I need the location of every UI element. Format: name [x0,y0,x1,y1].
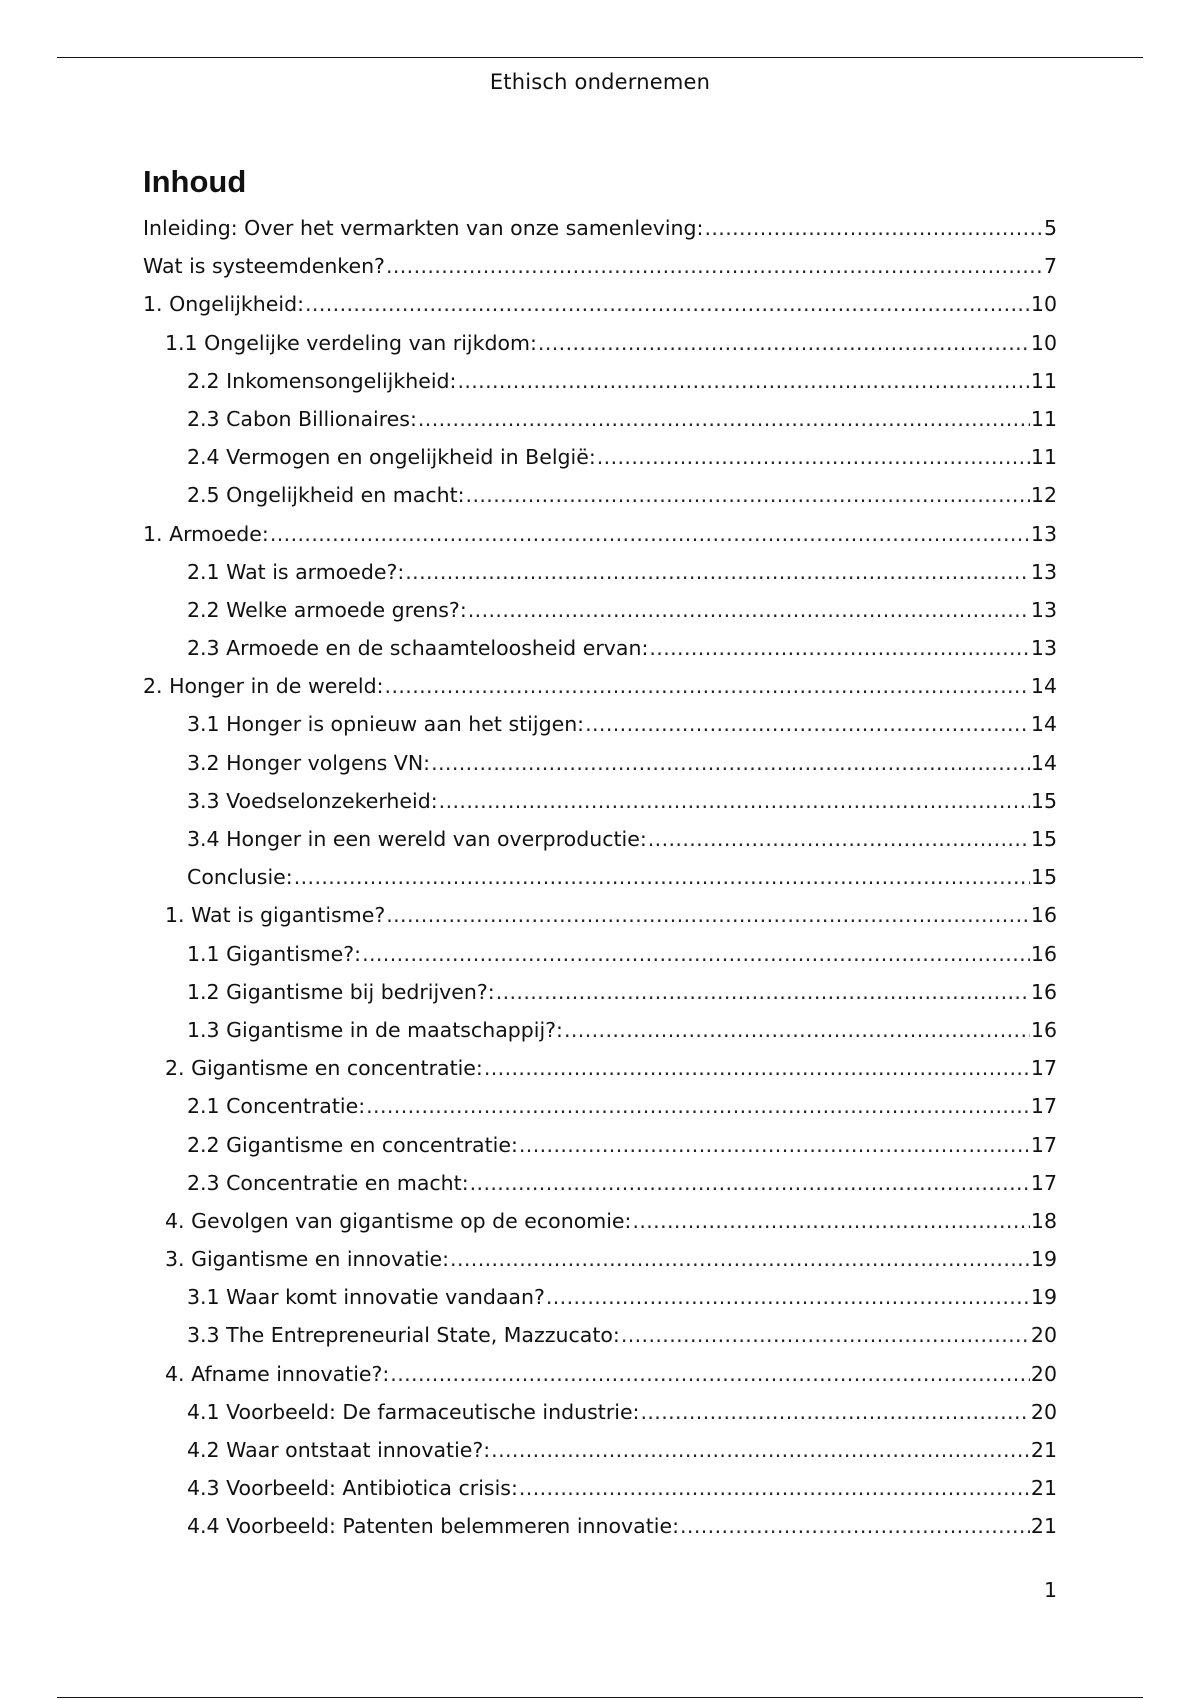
toc-entry-page: 13 [1030,597,1057,622]
toc-dot-leader [491,1438,1030,1462]
toc-entry[interactable] [143,445,1057,483]
toc-entry-page: 16 [1030,903,1057,928]
toc-dot-leader [390,1362,1030,1386]
toc-entry-page: 21 [1030,1438,1057,1462]
toc-entry[interactable] [143,751,1057,789]
toc-dot-leader [405,560,1030,584]
toc-dot-leader [294,865,1030,889]
toc-entry[interactable] [143,1514,1057,1552]
toc-dot-leader [439,789,1030,813]
header-rule [57,57,1143,58]
toc-entry-page: 16 [1030,979,1057,1004]
toc-dot-leader [564,1018,1030,1042]
toc-entry[interactable] [143,560,1057,598]
toc-entry[interactable] [143,407,1057,445]
toc-entry-label: 1.2 Gigantisme bij bedrijven?: [187,979,495,1004]
toc-entry-label: Wat is systeemdenken? [143,254,385,279]
toc-dot-leader [519,1476,1030,1500]
toc-entry-label: Conclusie: [187,865,293,890]
toc-entry[interactable] [143,1285,1057,1323]
toc-entry[interactable] [143,1362,1057,1400]
toc-entry-page: 15 [1030,788,1057,813]
toc-entry-page: 20 [1030,1323,1057,1348]
toc-entry-label: 4.1 Voorbeeld: De farmaceutische industrie: [187,1399,640,1424]
toc-entry-page: 14 [1030,712,1057,737]
toc-entry-page: 13 [1030,521,1057,546]
toc-entry[interactable] [143,903,1057,941]
toc-entry-label: 4.3 Voorbeeld: Antibiotica crisis: [187,1476,518,1501]
toc-dot-leader [418,407,1030,431]
toc-entry-label: 2.1 Wat is armoede?: [187,559,405,584]
toc-dot-leader [362,942,1030,966]
toc-entry[interactable] [143,712,1057,750]
toc-entry-page: 11 [1030,445,1057,470]
toc-dot-leader [649,636,1030,660]
toc-entry-page: 21 [1030,1514,1057,1539]
toc-entry-label: 3.2 Honger volgens VN: [187,750,431,775]
toc-dot-leader [538,331,1030,355]
toc-entry[interactable] [143,827,1057,865]
toc-dot-leader [546,1285,1030,1309]
toc-entry-label: 4.2 Waar ontstaat innovatie?: [187,1438,491,1462]
toc-entry-label: 2.2 Welke armoede grens?: [187,597,467,622]
toc-entry-page: 12 [1030,483,1057,508]
toc-dot-leader [496,980,1030,1004]
toc-entry[interactable] [143,1018,1057,1056]
toc-entry-page: 13 [1030,559,1057,584]
toc-entry[interactable] [143,369,1057,407]
toc-entry-page: 20 [1030,1361,1057,1386]
toc-entry-label: 1.1 Ongelijke verdeling van rijkdom: [165,330,537,355]
toc-entry-label: 3.4 Honger in een wereld van overproductie: [187,827,647,851]
toc-dot-leader [450,1247,1030,1271]
toc-entry[interactable] [143,1133,1057,1171]
toc-entry-label: 2.2 Inkomensongelijkheid: [187,368,457,393]
toc-entry-label: 2.2 Gigantisme en concentratie: [187,1132,518,1157]
toc-entry-label: Inleiding: Over het vermarkten van onze samenleving: [143,216,704,240]
toc-entry[interactable] [143,789,1057,827]
toc-entry-page: 13 [1030,636,1057,661]
toc-dot-leader [305,292,1030,316]
toc-entry-label: 2.5 Ongelijkheid en macht: [187,483,465,508]
toc-entry[interactable] [143,1438,1057,1476]
page-number: 1 [1043,1578,1057,1602]
toc-entry-page: 16 [1030,1017,1057,1042]
toc-entry-label: 1.3 Gigantisme in de maatschappij?: [187,1017,563,1042]
toc-entry-page: 11 [1030,406,1057,431]
toc-entry-page: 14 [1030,750,1057,775]
toc-entry-label: 2.1 Concentratie: [187,1094,366,1119]
toc-entry-page: 17 [1030,1132,1057,1157]
toc-entry-page: 18 [1030,1208,1057,1233]
toc-dot-leader [621,1323,1030,1347]
toc-entry-page: 19 [1030,1285,1057,1310]
toc-entry-page: 19 [1030,1247,1057,1272]
toc-entry-page: 17 [1030,1170,1057,1195]
toc-entry-label: 3.1 Honger is opnieuw aan het stijgen: [187,712,585,737]
toc-entry[interactable] [143,1056,1057,1094]
toc-entry-label: 4.4 Voorbeeld: Patenten belemmeren innovatie: [187,1514,679,1539]
toc-entry-page: 14 [1030,674,1057,699]
toc-entry[interactable] [143,980,1057,1018]
toc-entry-page: 20 [1030,1399,1057,1424]
toc-dot-leader [597,445,1030,469]
toc-entry-page: 11 [1030,368,1057,393]
footer-rule [57,1697,1143,1698]
toc-entry-page: 15 [1030,827,1057,851]
toc-dot-leader [431,751,1030,775]
toc-entry-label: 1. Ongelijkheid: [143,292,305,317]
toc-dot-leader [466,483,1030,507]
toc-entry-label: 1. Wat is gigantisme? [165,903,386,928]
toc-entry[interactable] [143,636,1057,674]
toc-entry[interactable] [143,1094,1057,1132]
toc-entry-label: 1.1 Gigantisme?: [187,941,362,966]
toc-entry-label: 2.3 Concentratie en macht: [187,1170,469,1195]
toc-dot-leader [385,674,1030,698]
toc-entry[interactable] [143,292,1057,330]
toc-entry[interactable] [143,674,1057,712]
table-of-contents [143,216,1057,1553]
toc-entry-label: 2. Honger in de wereld: [143,674,384,699]
toc-entry-page: 7 [1043,254,1057,279]
toc-entry-label: 1. Armoede: [143,521,269,546]
toc-entry-label: 2.3 Cabon Billionaires: [187,406,417,431]
toc-entry-label: 3.1 Waar komt innovatie vandaan? [187,1285,545,1310]
toc-entry-page: 10 [1030,330,1057,355]
toc-entry-label: 3.3 The Entrepreneurial State, Mazzucato: [187,1323,620,1348]
toc-entry-label: 4. Afname innovatie?: [165,1361,390,1386]
toc-dot-leader [366,1094,1030,1118]
toc-entry[interactable] [143,483,1057,521]
toc-dot-leader [640,1400,1029,1424]
toc-entry[interactable] [143,216,1057,254]
toc-dot-leader [632,1209,1029,1233]
toc-entry[interactable] [143,1476,1057,1514]
toc-entry[interactable] [143,1323,1057,1361]
toc-entry-page: 17 [1030,1056,1057,1081]
toc-entry-page: 21 [1030,1476,1057,1501]
toc-entry[interactable] [143,254,1057,292]
toc-entry-page: 10 [1030,292,1057,317]
toc-dot-leader [470,1171,1030,1195]
toc-dot-leader [484,1056,1030,1080]
toc-entry-label: 2. Gigantisme en concentratie: [165,1056,483,1081]
toc-dot-leader [519,1133,1030,1157]
toc-entry[interactable] [143,1209,1057,1247]
toc-entry[interactable] [143,598,1057,636]
toc-dot-leader [585,712,1030,736]
toc-entry-label: 2.4 Vermogen en ongelijkheid in België: [187,445,596,470]
toc-dot-leader [386,254,1043,278]
toc-entry-page: 17 [1030,1094,1057,1119]
toc-entry[interactable] [143,865,1057,903]
toc-dot-leader [270,522,1030,546]
toc-entry[interactable] [143,1171,1057,1209]
toc-dot-leader [680,1514,1030,1538]
toc-entry-label: 2.3 Armoede en de schaamteloosheid ervan: [187,636,649,661]
toc-dot-leader [648,827,1030,851]
toc-entry-label: 3. Gigantisme en innovatie: [165,1247,450,1272]
toc-entry-label: 3.3 Voedselonzekerheid: [187,788,438,813]
toc-entry[interactable] [143,522,1057,560]
toc-dot-leader [457,369,1029,393]
toc-entry[interactable] [143,1400,1057,1438]
toc-dot-leader [386,903,1030,927]
toc-entry[interactable] [143,1247,1057,1285]
toc-entry[interactable] [143,331,1057,369]
toc-entry-page: 16 [1030,941,1057,966]
running-header-title: Ethisch ondernemen [489,70,711,94]
toc-dot-leader [704,216,1042,240]
toc-entry[interactable] [143,942,1057,980]
toc-heading: Inhoud [143,164,247,199]
toc-entry-page: 5 [1043,216,1057,240]
toc-dot-leader [468,598,1030,622]
toc-entry-label: 4. Gevolgen van gigantisme op de economie: [165,1208,632,1233]
toc-entry-page: 15 [1030,865,1057,890]
